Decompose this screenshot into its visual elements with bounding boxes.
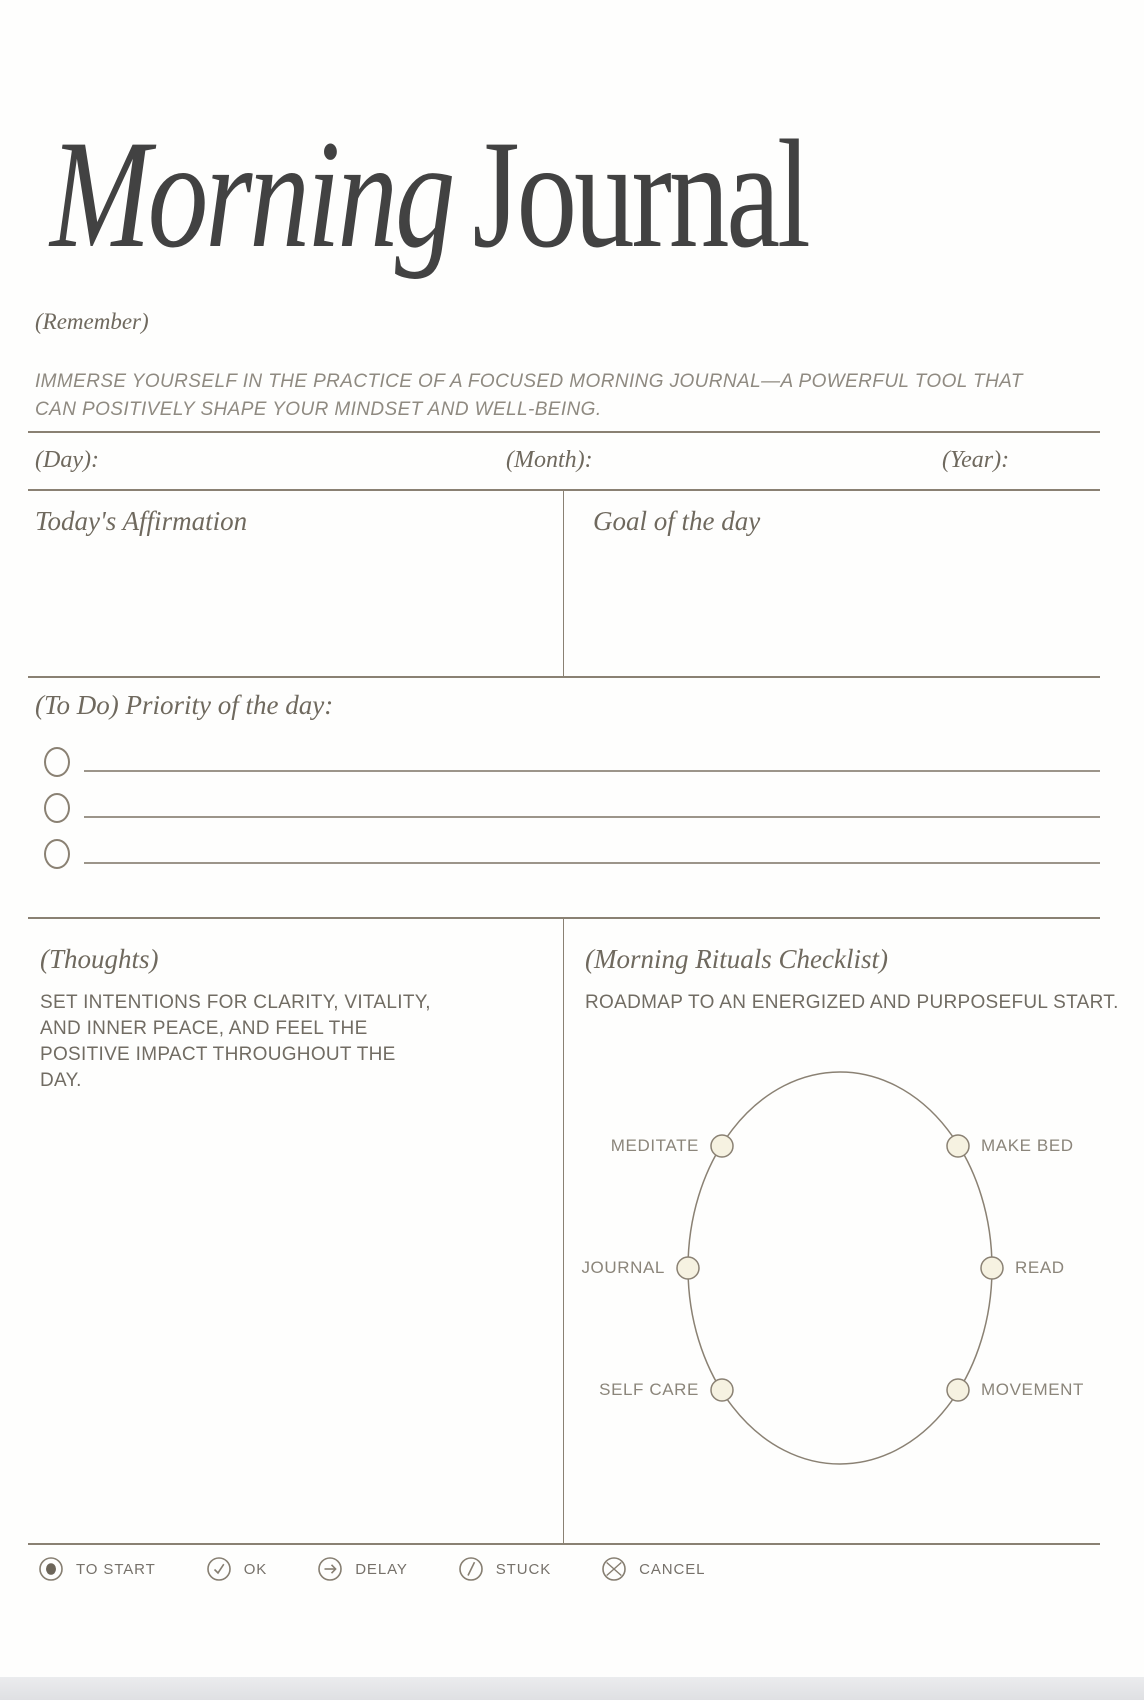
ritual-label-self-care: SELF CARE	[599, 1380, 699, 1399]
legend-item-to-start	[38, 1556, 156, 1582]
ritual-node-self-care[interactable]	[711, 1379, 733, 1401]
legend-label-to-start: TO START	[76, 1560, 156, 1578]
todo-checkbox-1[interactable]	[44, 747, 70, 777]
todo-section-label: (To Do) Priority of the day:	[35, 690, 334, 720]
ritual-label-read: READ	[1015, 1258, 1065, 1277]
ritual-label-make-bed: MAKE BED	[981, 1136, 1074, 1155]
status-legend	[38, 1556, 705, 1582]
month-field-label: (Month):	[506, 447, 593, 473]
rule-above-thoughts	[28, 917, 1100, 919]
todo-checkbox-2[interactable]	[44, 793, 70, 823]
ritual-label-journal: JOURNAL	[581, 1258, 665, 1277]
legend-label-delay: DELAY	[355, 1560, 408, 1578]
legend-item-stuck	[458, 1556, 551, 1582]
rule-above-todo	[28, 676, 1100, 678]
thoughts-body-text: SET INTENTIONS FOR CLARITY, VITALITY, AND INNER PEACE, AND FEEL THE POSITIVE IMPACT THROUGHOUT THE DAY.	[40, 992, 431, 1091]
ritual-node-journal[interactable]	[677, 1257, 699, 1279]
ritual-node-movement[interactable]	[947, 1379, 969, 1401]
x-circle-icon	[601, 1556, 627, 1582]
intro-text: IMMERSE YOURSELF IN THE PRACTICE OF A FOCUSED MORNING JOURNAL—A POWERFUL TOOL THAT CAN POSITIVELY SHAPE YOUR MINDSET AND WELL-BEING.	[35, 371, 1023, 420]
ritual-node-meditate[interactable]	[711, 1135, 733, 1157]
page-title	[50, 109, 808, 281]
rule-above-legend	[28, 1543, 1100, 1545]
title-word-morning: Morning	[50, 109, 453, 281]
todo-write-line-2[interactable]	[84, 816, 1100, 818]
affirmation-label: Today's Affirmation	[35, 506, 248, 536]
legend-item-ok	[206, 1556, 267, 1582]
arrow-right-circle-icon	[317, 1556, 343, 1582]
ritual-node-make-bed[interactable]	[947, 1135, 969, 1157]
legend-label-cancel: CANCEL	[639, 1560, 706, 1578]
legend-label-stuck: STUCK	[495, 1560, 552, 1578]
legend-item-delay	[317, 1556, 408, 1582]
rituals-section-label: (Morning Rituals Checklist)	[585, 944, 888, 974]
thoughts-section-label: (Thoughts)	[40, 944, 159, 974]
check-circle-icon	[206, 1556, 232, 1582]
legend-label-ok: OK	[243, 1560, 268, 1578]
rule-below-date-row	[28, 489, 1100, 491]
slash-circle-icon	[458, 1556, 484, 1582]
todo-checkbox-3[interactable]	[44, 839, 70, 869]
legend-item-cancel	[601, 1556, 705, 1582]
ritual-node-read[interactable]	[981, 1257, 1003, 1279]
day-field-label: (Day):	[35, 447, 99, 473]
rituals-body-text: ROADMAP TO AN ENERGIZED AND PURPOSEFUL START.	[585, 992, 1119, 1013]
ritual-label-meditate: MEDITATE	[610, 1136, 699, 1155]
title-word-journal: Journal	[472, 109, 808, 281]
rule-top	[28, 431, 1100, 433]
todo-write-line-3[interactable]	[84, 862, 1100, 864]
goal-label: Goal of the day	[593, 506, 761, 536]
remember-label: (Remember)	[35, 309, 149, 334]
affirmation-goal-divider	[563, 489, 564, 677]
ritual-label-movement: MOVEMENT	[981, 1380, 1085, 1399]
radio-filled-icon	[38, 1556, 64, 1582]
todo-write-line-1[interactable]	[84, 770, 1100, 772]
rituals-cycle-ellipse	[688, 1072, 992, 1464]
footer-bar	[0, 1677, 1144, 1700]
year-field-label: (Year):	[942, 447, 1010, 473]
